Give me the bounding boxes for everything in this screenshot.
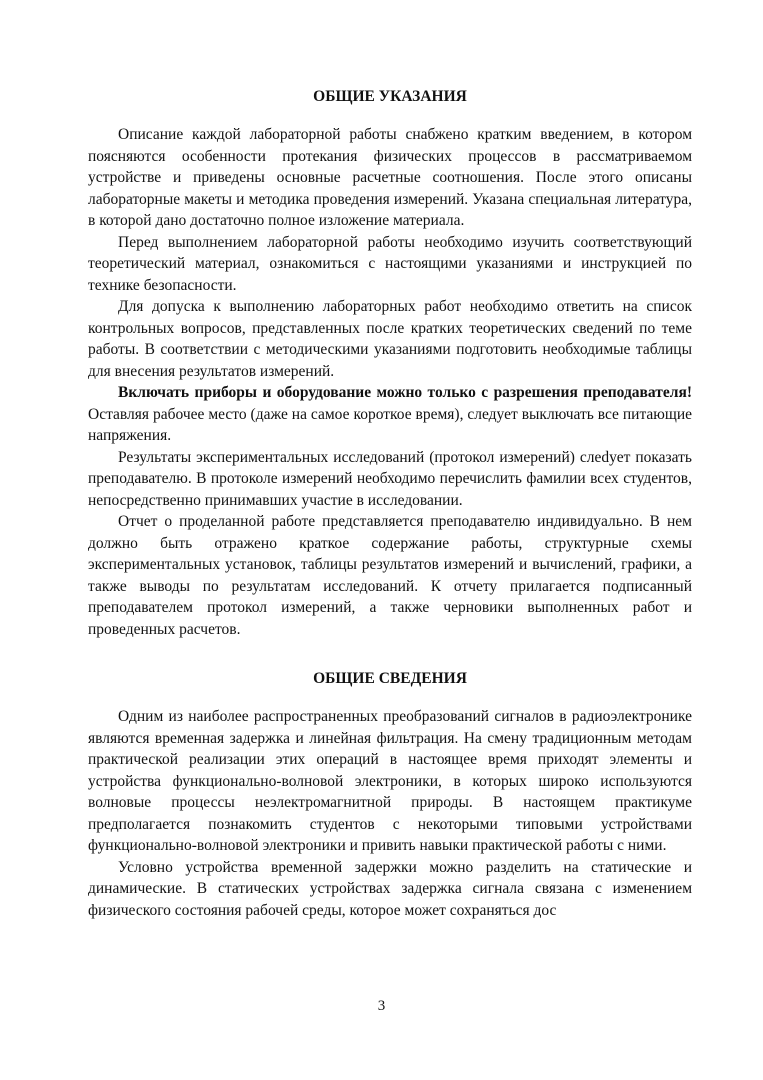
paragraph-safety-warning: [88, 382, 692, 447]
paragraph-text: Одним из наиболее распространенных преобразований сигналов в радиоэлектронике являются временная задержка и линейная фильтрация. На смену традиционным методам практической реализации этих операций в настоящее время приходят элементы и устройства функционально-волновой электроники, в которых широко используются волновые процессы неэлектромагнитной природы. В настоящем практикуме предполагается познакомить студентов с некоторыми типовыми устройствами функционально-волновой электроники и привить навыки практической работы с ними.: [88, 708, 692, 854]
page-number: 3: [377, 998, 386, 1014]
paragraph-text: Перед выполнением лабораторной работы необходимо изучить соответствующий теоретический материал, ознакомиться с настоящими указаниями и инструкцией по технике безопасности.: [88, 233, 692, 294]
paragraph-text: Оставляя рабочее место (даже на самое короткое время), следует выключать все питающие напряжения.: [88, 405, 692, 444]
bold-warning-text: Включать приборы и оборудование можно только с разрешения преподавателя!: [118, 384, 692, 401]
paragraph-text: Результаты экспериментальных исследований (протокол измерений) слеdует показать преподавателю. В протоколе измерений необходимо перечислить фамилии всех студентов, непосредственно принимавших участие в исследовании.: [88, 448, 692, 509]
paragraph-text: Отчет о проделанной работе представляется преподавателю индивидуально. В нем должно быть отражено краткое содержание работы, структурные схемы экспериментальных установок, таблицы результатов измерений и вычислений, графики, а также выводы по результатам исследований. К отчету прилагается подписанный преподавателем протокол измерений, а также черновики выполненных работ и проведенных расчетов.: [88, 513, 692, 638]
section-heading-general-information: ОБЩИЕ СВЕДЕНИЯ: [313, 670, 467, 687]
paragraph: [88, 706, 692, 857]
document-page: [88, 86, 692, 921]
paragraph: [88, 124, 692, 232]
paragraph: [88, 447, 692, 512]
paragraph-text: Для допуска к выполнению лабораторных работ необходимо ответить на список контрольных вопросов, представленных после кратких теоретических сведений по теме работы. В соответствии с методическими указаниями подготовить необходимые таблицы для внесения результатов измерений.: [88, 298, 692, 380]
paragraph: [88, 857, 692, 922]
paragraph-text: Описание каждой лабораторной работы снабжено кратким введением, в котором поясняются особенности протекания физических процессов в рассматриваемом устройстве и приведены основные расчетные соотношения. После этого описаны лабораторные макеты и методика проведения измерений. Указана специальная литература, в которой дано достаточно полное изложение материала.: [88, 126, 692, 229]
paragraph: [88, 232, 692, 297]
paragraph-text: Условно устройства временной задержки можно разделить на статические и динамические. В статических устройствах задержка сигнала связана с изменением физического состояния рабочей среды, которое может сохраняться дос: [88, 858, 692, 919]
section-heading-general-instructions: ОБЩИЕ УКАЗАНИЯ: [313, 88, 467, 105]
paragraph: [88, 511, 692, 640]
paragraph: [88, 296, 692, 382]
